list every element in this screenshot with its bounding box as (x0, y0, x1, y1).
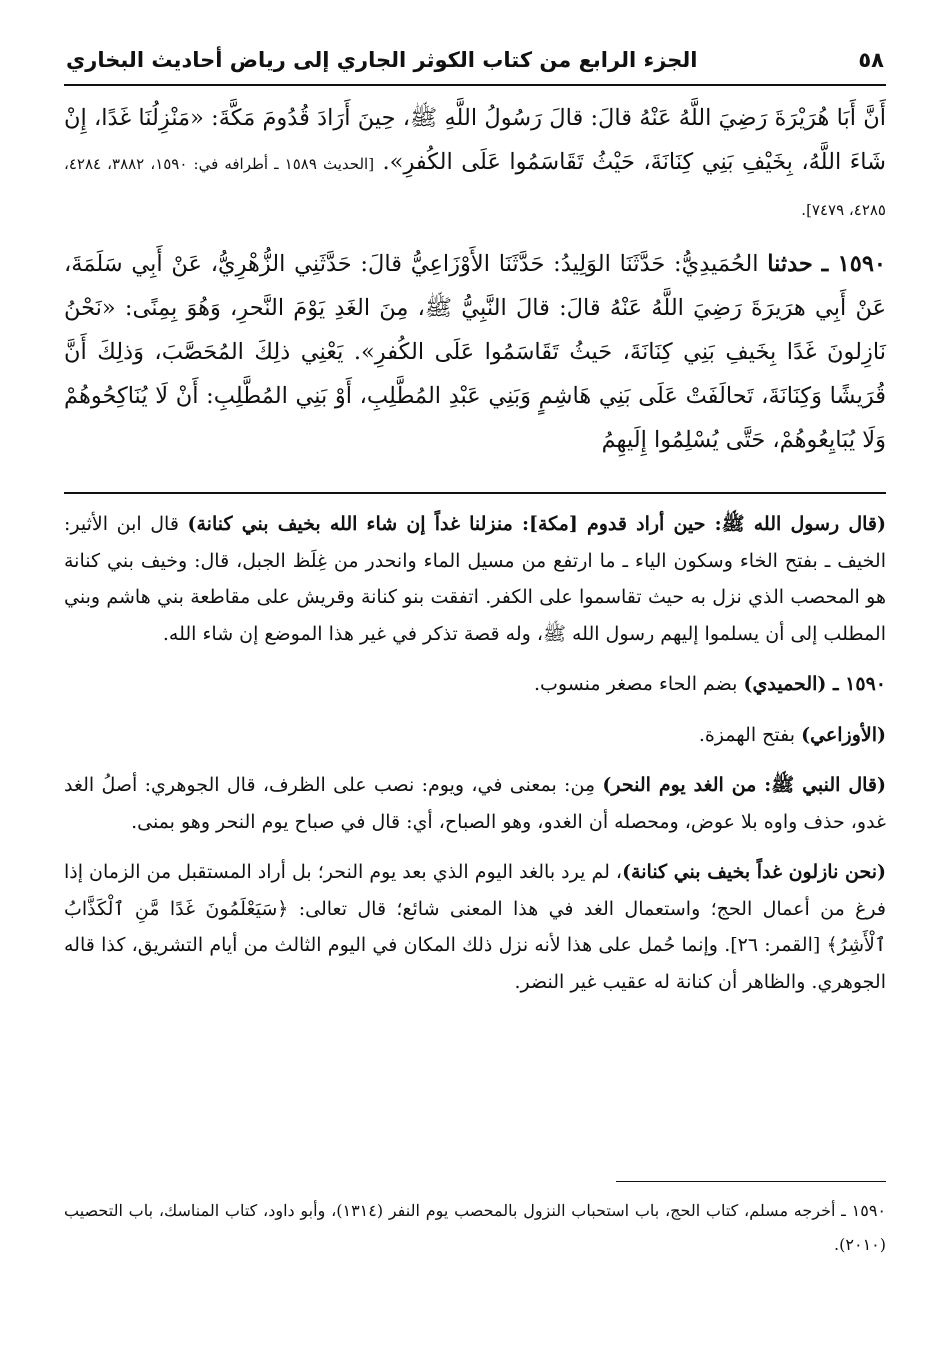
hadith-number: ١٥٩٠ ـ (821, 251, 886, 277)
narration-keyword: حدثنا (767, 251, 813, 277)
commentary-paragraph (64, 717, 886, 754)
running-title: الجزء الرابع من كتاب الكوثر الجاري إلى رياض أحاديث البخاري (66, 48, 698, 72)
hadith-1589-reference: [الحديث ١٥٨٩ ـ أطرافه في: ١٥٩٠، ٣٨٨٢، ٤٢٨٤، ٤٢٨٥، ٧٤٧٩]. (64, 155, 886, 219)
footnote-text: ١٥٩٠ ـ أخرجه مسلم، كتاب الحج، باب استحباب النزول بالمحصب يوم النفر (١٣١٤)، وأبو داود، كتاب المناسك، باب التحصيب (٢٠١٠). (64, 1201, 886, 1254)
commentary-text: بفتح الهمزة. (698, 723, 796, 746)
commentary-paragraph (64, 666, 886, 703)
commentary-paragraph (64, 767, 886, 840)
commentary-text: بضم الحاء مصغر منسوب. (533, 673, 738, 695)
footnote-divider (616, 1181, 886, 1182)
commentary-heading: (نحن نازلون غداً بخيف بني كنانة) (622, 861, 887, 883)
hadith-1589-text: أَنَّ أَبَا هُرَيْرَةَ رَضِيَ اللَّهُ عَنْهُ قالَ: قالَ رَسُولُ اللَّهِ ﷺ، حِينَ أَرَادَ قُدُومَ مَكَّةَ: «مَنْزِلُنَا غَدًا، إِنْ شَاءَ اللَّهُ، بِخَيْفِ بَنِي كِنَانَةَ، حَيْثُ تَقَاسَمُوا عَلَى الكُفرِ». (64, 105, 887, 175)
commentary-text: ، لم يرد بالغد اليوم الذي بعد يوم النحر؛ بل أراد المستقبل من الزمان إذا فرغ من أعمال الحج؛ واستعمال الغد في هذا المعنى شائع؛ قال تعالى: ﴿سَيَعْلَمُونَ غَدًا مَّنِ ٱلْكَذَّابُ ٱلْأَشِرُ﴾ [القمر: ٢٦]. وإنما حُمل على هذا لأنه نزل ذلك المكان في اليوم الثالث من أيام التشريق، كذا قاله الجوهري. والظاهر أن كنانة له عقيب غير النضر. (64, 861, 886, 993)
commentary-heading: ١٥٩٠ ـ (الحميدي) (743, 673, 886, 695)
commentary-heading: (الأوزاعي) (801, 723, 886, 746)
hadith-1589 (64, 96, 886, 232)
commentary-heading: (قال النبي ﷺ: من الغد يوم النحر) (602, 774, 886, 796)
hadith-1590 (64, 242, 886, 462)
commentary-text: مِن: بمعنى في، ويوم: نصب على الظرف، قال الجوهري: أصلُ الغد غدو، حذف واوه بلا عوض، ومحصله أن الغدو، وهو الصباح، أي: قال في صباح يوم النحر وهو بمنى. (64, 774, 886, 833)
commentary-text: قال ابن الأثير: الخيف ـ بفتح الخاء وسكون الياء ـ ما ارتفع من مسيل الماء وانحدر من غِلَظ الجبل، قال: وخيف بني كنانة هو المحصب الذي نزل به حيث تقاسموا على الكفر. اتفقت بنو كنانة وقريش على مقاطعة بني هاشم وبني المطلب إلى أن يسلموا إليهم رسول الله ﷺ، وله قصة تذكر في غير هذا الموضع إن شاء الله. (64, 513, 886, 645)
commentary-block (64, 506, 886, 1014)
footnote-block (64, 1194, 886, 1262)
page-header (64, 40, 886, 86)
commentary-paragraph (64, 854, 886, 1000)
commentary-heading: (قال رسول الله ﷺ: حين أراد قدوم [مكة]: منزلنا غداً إن شاء الله بخيف بني كنانة) (187, 513, 886, 535)
page-number: ٥٨ (858, 48, 884, 72)
hadith-1590-text: الحُمَيدِيُّ: حَدَّثَنَا الوَلِيدُ: حَدَّثَنَا الأَوْزَاعِيُّ قالَ: حَدَّثَنِي الزُّهْرِيُّ، عَنْ أَبِي سَلَمَةَ، عَنْ أَبِي هرَيرَةَ رَضِيَ اللَّهُ عَنْهُ قالَ: قالَ النَّبِيُّ ﷺ، مِنَ الغَدِ يَوْمَ النَّحرِ، وَهُوَ بِمِنًى: «نَحْنُ نَازِلونَ غَدًا بِخَيفِ بَنِي كِنَانَةَ، حَيثُ تَقَاسَمُوا عَلَى الكُفرِ». يَعْنِي ذلِكَ المُحَصَّبَ، وَذلِكَ أَنَّ قُرَيشًا وَكِنَانَةَ، تَحالَفَتْ عَلَى بَنِي هَاشِمٍ وَبَنِي عَبْدِ المُطَّلِبِ، أَوْ بَنِي المُطَّلِبِ: أَنْ لَا يُنَاكِحُوهُمْ وَلَا يُبَايِعُوهُمْ، حَتَّى يُسْلِمُوا إِلَيهِمُ (64, 251, 886, 453)
hadith-text-block (64, 96, 886, 462)
commentary-paragraph (64, 506, 886, 652)
section-divider (64, 492, 886, 494)
